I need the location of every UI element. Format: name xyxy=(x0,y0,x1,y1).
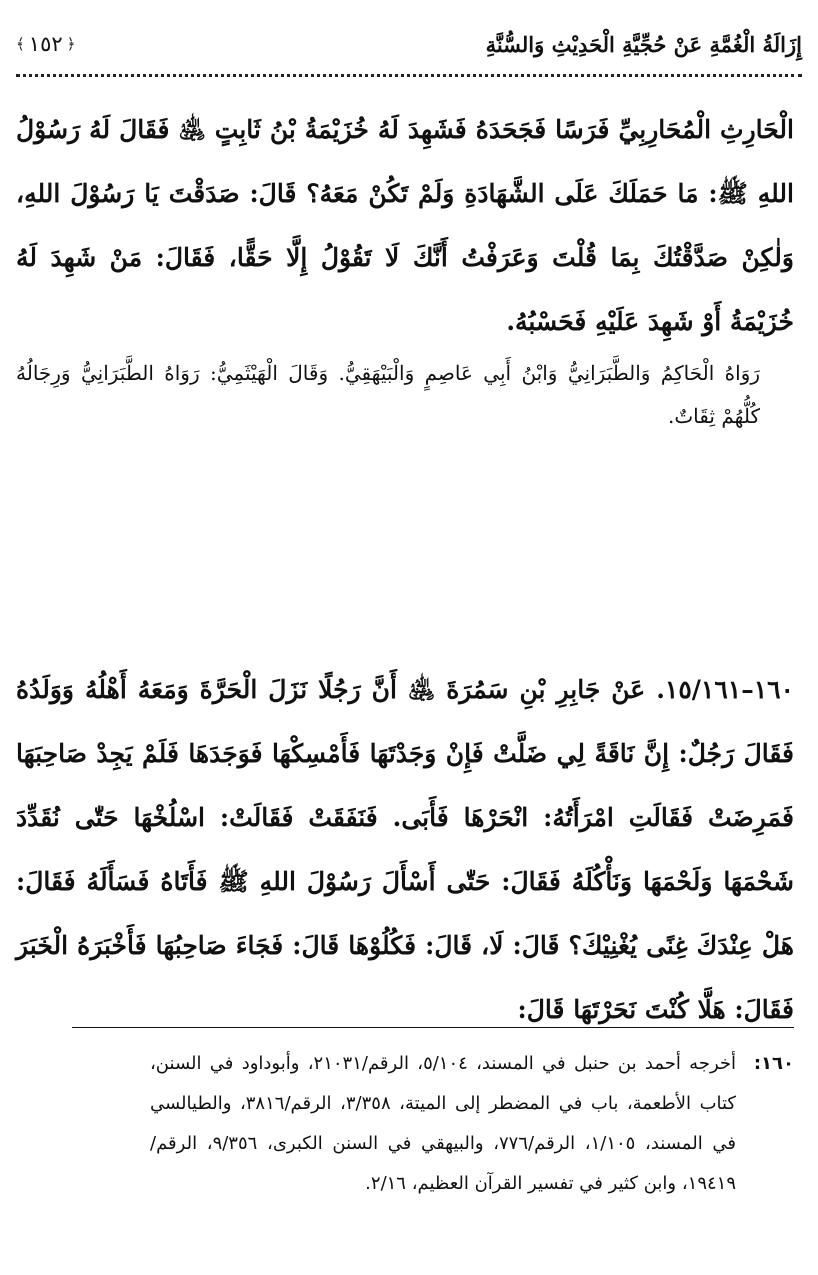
page-number xyxy=(16,32,75,56)
hadith-text-continued: الْحَارِثِ الْمُحَارِبِيِّ فَرَسًا فَجَحَدَهُ فَشَهِدَ لَهُ خُزَيْمَةُ بْنُ ثَابِتٍ ﵁ فَقَالَ لَهُ رَسُوْلُ اللهِ ﷺ: مَا حَمَلَكَ عَلَى الشَّهَادَةِ وَلَمْ تَكُنْ مَعَهُ؟ قَالَ: صَدَقْتَ يَا رَسُوْلَ اللهِ، وَلٰكِنْ صَدَّقْتُكَ بِمَا قُلْتَ وَعَرَفْتُ أَنَّكَ لَا تَقُوْلُ إِلَّا حَقًّا، فَقَالَ: مَنْ شَهِدَ لَهُ خُزَيْمَةُ أَوْ شَهِدَ عَلَيْهِ فَحَسْبُهُ. xyxy=(16,115,794,336)
hadith-160: ١٦٠–١٥/١٦١. عَنْ جَابِرِ بْنِ سَمُرَةَ ﵁ أَنَّ رَجُلًا نَزَلَ الْحَرَّةَ وَمَعَهُ أَهْلُهُ وَوَلَدُهُ فَقَالَ رَجُلٌ: إِنَّ نَاقَةً لِي ضَلَّتْ فَإِنْ وَجَدْتَهَا فَأَمْسِكْهَا فَوَجَدَهَا فَلَمْ يَجِدْ صَاحِبَهَا فَمَرِضَتْ فَقَالَتِ امْرَأَتُهُ: انْحَرْهَا فَأَبَى. فَنَفَقَتْ فَقَالَتْ: اسْلُخْهَا حَتّٰى نُقَدِّدَ شَحْمَهَا وَلَحْمَهَا وَنَأْكُلَهُ فَقَالَ: حَتّٰى أَسْأَلَ رَسُوْلَ اللهِ ﷺ فَأَتَاهُ فَسَأَلَهُ فَقَالَ: هَلْ عِنْدَكَ غِنًى يُغْنِيْكَ؟ قَالَ: لَا، قَالَ: فَكُلُوْهَا قَالَ: فَجَاءَ صَاحِبُهَا فَأَخْبَرَهُ الْخَبَرَ فَقَالَ: هَلَّا كُنْتَ نَحَرْتَهَا قَالَ: xyxy=(16,675,794,1024)
page-number-value: ١٥٢ xyxy=(28,32,63,56)
footnote xyxy=(150,1044,794,1204)
footnote-number: ١٦٠: xyxy=(753,1053,794,1074)
ornament-bracket-right-icon: ﴿ xyxy=(66,35,76,53)
source-note: رَوَاهُ الْحَاكِمُ وَالطَّبَرَانِيُّ وَابْنُ أَبِي عَاصِمٍ وَالْبَيْهَقِيُّ. وَقَالَ الْهَيْثَمِيُّ: رَوَاهُ الطَّبَرَانِيُّ وَرِجَالُهُ كُلُّهُمْ ثِقَاتٌ. xyxy=(16,361,760,428)
running-title: إِزَالَةُ الْغُمَّةِ عَنْ حُجِّيَّةِ الْحَدِيْثِ وَالسُّنَّةِ xyxy=(485,31,802,57)
footnote-text: أخرجه أحمد بن حنبل في المسند، ٥/١٠٤، الرقم/٢١٠٣١، وأبوداود في السنن، كتاب الأطعمة، باب في المضطر إلى الميتة، ٣/٣٥٨، الرقم/٣٨١٦، والطيالسي في المسند، ١/١٠٥، الرقم/٧٧٦، والبيهقي في السنن الكبرى، ٩/٣٥٦، الرقم/١٩٤١٩، وابن كثير في تفسير القرآن العظيم، ٢/١٦. xyxy=(150,1053,737,1194)
ornament-bracket-left-icon: ﴾ xyxy=(16,35,25,53)
header-dotted-rule xyxy=(16,74,802,77)
footnote-separator xyxy=(72,1027,794,1028)
page-header xyxy=(16,22,802,66)
